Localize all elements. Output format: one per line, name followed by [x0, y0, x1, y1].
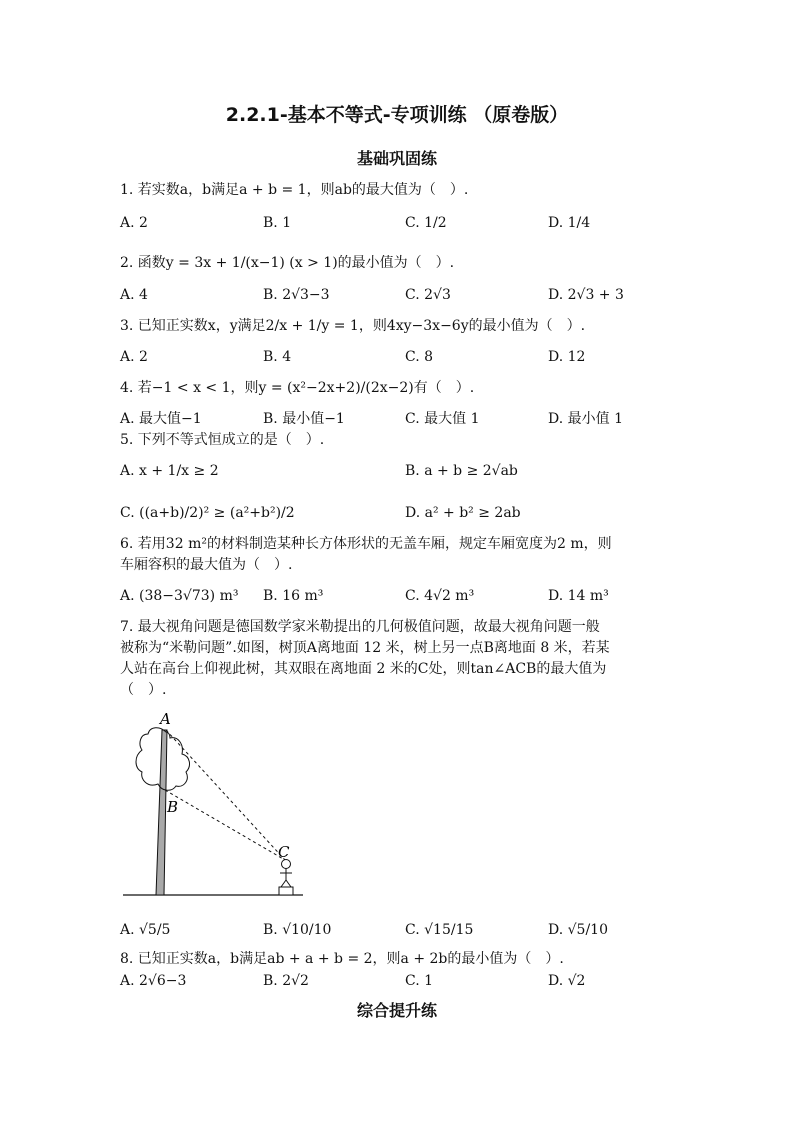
question-7-stem-line-2: 被称为“米勒问题”.如图，树顶A离地面 12 米，树上另一点B离地面 8 米，若某: [120, 640, 610, 656]
question-4-option-c: C. 最大值 1: [405, 411, 480, 427]
question-1-option-c: C. 1/2: [405, 215, 447, 231]
question-3-option-a: A. 2: [120, 349, 148, 365]
question-3-option-b: B. 4: [263, 349, 292, 365]
question-6-option-b: B. 16 m³: [263, 588, 324, 604]
question-2-stem: 2. 函数y = 3x + 1/(x−1) (x > 1)的最小值为（ ）.: [120, 255, 455, 271]
question-6-stem-line-2: 车厢容积的最大值为（ ）.: [120, 557, 293, 573]
question-5-stem: 5. 下列不等式恒成立的是（ ）.: [120, 432, 325, 448]
label-point-b: B: [167, 798, 179, 816]
question-5-option-d: D. a² + b² ≥ 2ab: [405, 505, 521, 521]
question-2-option-c: C. 2√3: [405, 287, 451, 303]
question-7-stem-line-3: 人站在高台上仰视此树，其双眼在离地面 2 米的C处，则tan∠ACB的最大值为: [120, 661, 607, 677]
question-1-option-a: A. 2: [120, 215, 148, 231]
observer-leg-left: [281, 880, 286, 887]
question-8-option-d: D. √2: [548, 973, 586, 989]
label-point-c: C: [278, 843, 290, 861]
question-4-option-b: B. 最小值−1: [263, 411, 345, 427]
page-title: 2.2.1-基本不等式-专项训练 （原卷版）: [225, 104, 569, 126]
question-2-option-a: A. 4: [120, 287, 148, 303]
sight-line-a: [166, 730, 285, 860]
question-2-option-d: D. 2√3 + 3: [548, 287, 624, 303]
question-6-option-d: D. 14 m³: [548, 588, 609, 604]
question-8-option-b: B. 2√2: [263, 973, 309, 989]
question-7-stem-line-4: （ ）.: [120, 682, 167, 698]
observer-leg-right: [286, 880, 291, 887]
question-7-option-a: A. √5/5: [120, 922, 171, 938]
section-heading-basic: 基础巩固练: [356, 149, 437, 168]
question-6-option-a: A. (38−3√73) m³: [120, 588, 239, 604]
observer-platform: [279, 887, 293, 895]
question-3-option-c: C. 8: [405, 349, 434, 365]
question-5-option-c: C. ((a+b)/2)² ≥ (a²+b²)/2: [120, 505, 295, 521]
question-8-stem: 8. 已知正实数a，b满足ab + a + b = 2，则a + 2b的最小值为（ ）.: [120, 951, 564, 967]
question-1-option-b: B. 1: [263, 215, 292, 231]
question-4-option-d: D. 最小值 1: [548, 411, 623, 427]
label-point-a: A: [160, 710, 171, 728]
question-8-option-a: A. 2√6−3: [120, 973, 187, 989]
question-6-option-c: C. 4√2 m³: [405, 588, 475, 604]
tree-observer-figure: [120, 708, 310, 903]
question-7-option-d: D. √5/10: [548, 922, 608, 938]
section-heading-advanced: 综合提升练: [356, 1001, 437, 1020]
question-8-option-c: C. 1: [405, 973, 434, 989]
question-5-option-a: A. x + 1/x ≥ 2: [120, 463, 219, 479]
question-7-option-c: C. √15/15: [405, 922, 474, 938]
sight-line-b: [165, 790, 285, 860]
question-6-stem-line-1: 6. 若用32 m²的材料制造某种长方体形状的无盖车厢，规定车厢宽度为2 m，则: [120, 536, 612, 552]
question-7-option-b: B. √10/10: [263, 922, 332, 938]
question-7-stem-line-1: 7. 最大视角问题是德国数学家米勒提出的几何极值问题，故最大视角问题一般: [120, 619, 600, 635]
question-5-option-b: B. a + b ≥ 2√ab: [405, 463, 518, 479]
question-4-stem: 4. 若−1 < x < 1，则y = (x²−2x+2)/(2x−2)有（ ）.: [120, 380, 475, 396]
tree-trunk: [156, 730, 167, 895]
question-1-stem: 1. 若实数a，b满足a + b = 1，则ab的最大值为（ ）.: [120, 182, 469, 198]
question-3-option-d: D. 12: [548, 349, 586, 365]
question-3-stem: 3. 已知正实数x，y满足2/x + 1/y = 1，则4xy−3x−6y的最小值为（ ）.: [120, 318, 586, 334]
question-1-option-d: D. 1/4: [548, 215, 591, 231]
question-2-option-b: B. 2√3−3: [263, 287, 330, 303]
question-4-option-a: A. 最大值−1: [120, 411, 202, 427]
